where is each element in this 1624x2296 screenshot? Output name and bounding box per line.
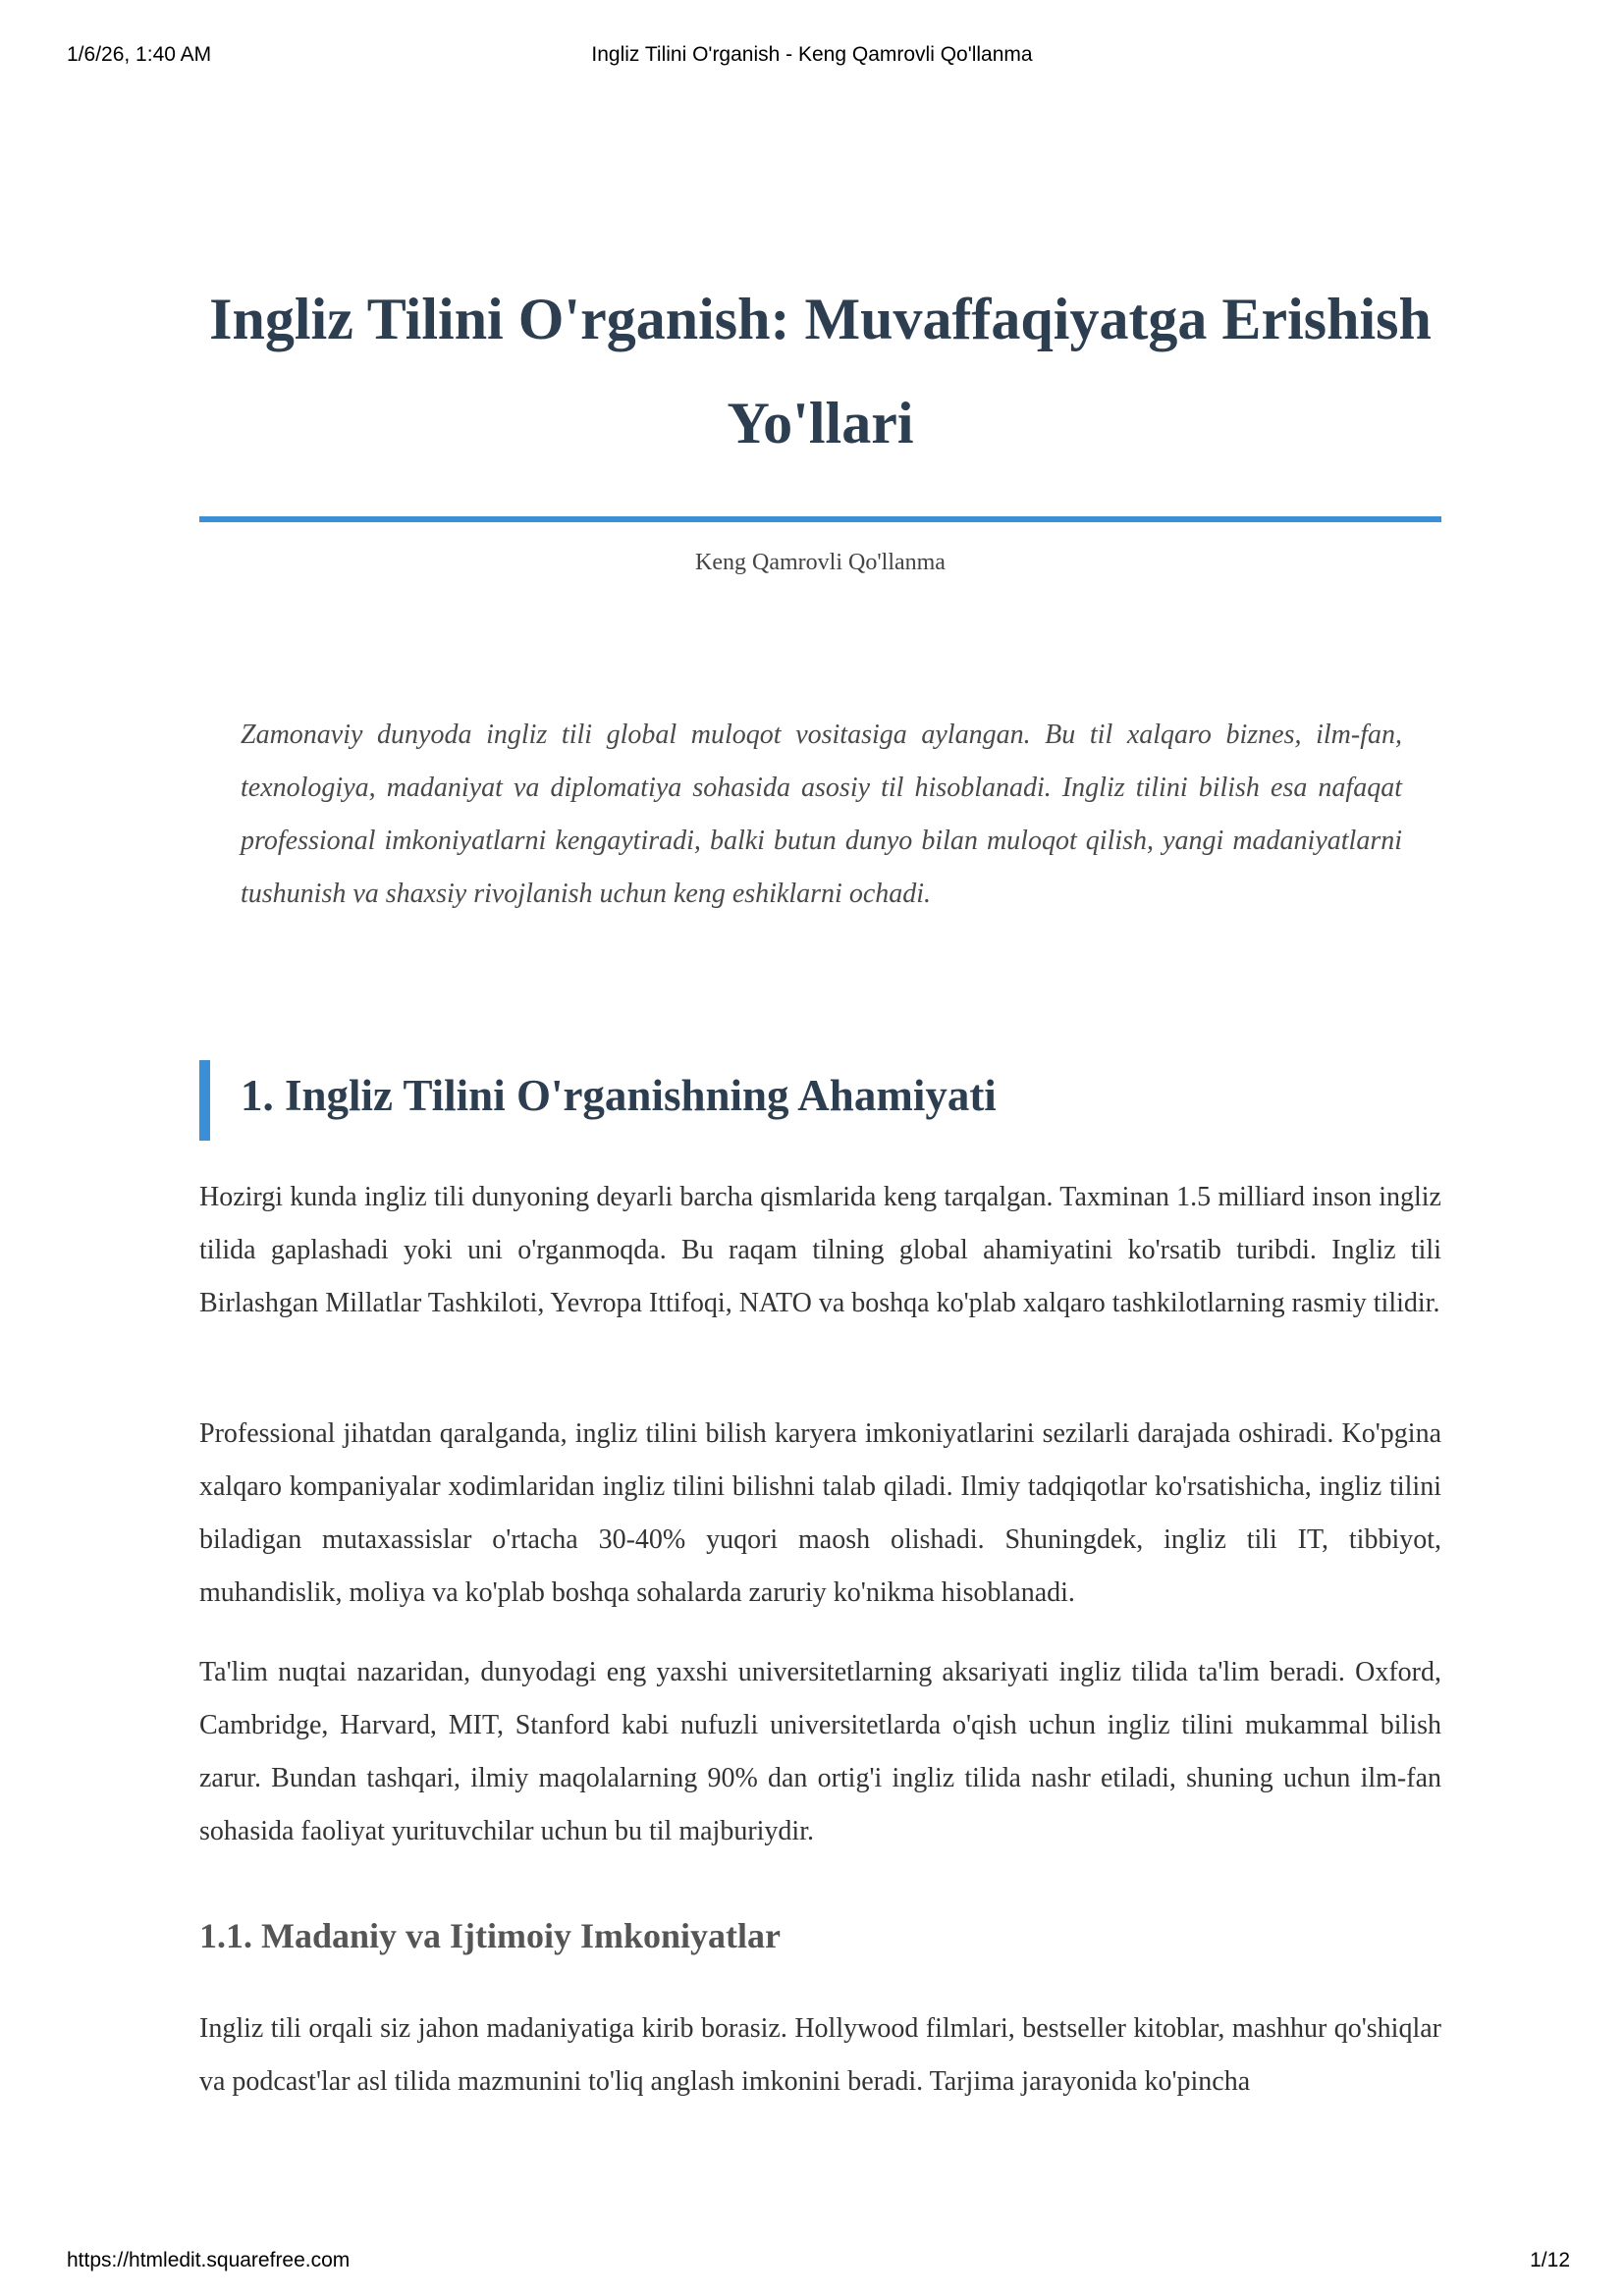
print-page-title: Ingliz Tilini O'rganish - Keng Qamrovli Qo'llanma: [591, 43, 1033, 66]
print-url: https://htmledit.squarefree.com: [67, 2249, 351, 2271]
print-page-number: 1/12: [1530, 2249, 1570, 2271]
section-accent-bar: [199, 1060, 210, 1141]
title-divider: [199, 516, 1441, 522]
section-1-title: 1. Ingliz Tilini O'rganishning Ahamiyati: [241, 1071, 997, 1120]
print-footer: [0, 2249, 1624, 2274]
print-header: [0, 43, 1624, 69]
section-1-paragraph-3: Ta'lim nuqtai nazaridan, dunyodagi eng yaxshi universitetlarning aksariyati ingliz tilida ta'lim beradi. Oxford, Cambridge, Harvard, MIT, Stanford kabi nufuzli universitetlarda o'qish uchun ingliz tilini mukammal bilish zarur. Bundan tashqari, ilmiy maqolalarning 90% dan ortig'i ingliz tilida nashr etiladi, shuning uchun ilm-fan sohasida faoliyat yurituvchilar uchun bu til majburiydir.: [199, 1657, 1441, 1846]
section-1-paragraph-2: Professional jihatdan qaralganda, ingliz tilini bilish karyera imkoniyatlarini sezilarli darajada oshiradi. Ko'pgina xalqaro kompaniyalar xodimlaridan ingliz tilini bilishni talab qiladi. Ilmiy tadqiqotlar ko'rsatishicha, ingliz tilini biladigan mutaxassislar o'rtacha 30-40% yuqori maosh olishadi. Shuningdek, ingliz tili IT, tibbiyot, muhandislik, moliya va ko'plab boshqa sohalarda zaruriy ko'nikma hisoblanadi.: [199, 1418, 1441, 1608]
document-subtitle: Keng Qamrovli Qo'llanma: [695, 550, 946, 575]
intro-paragraph: Zamonaviy dunyoda ingliz tili global muloqot vositasiga aylangan. Bu til xalqaro biznes, ilm-fan, texnologiya, madaniyat va diplomatiya sohasida asosiy til hisoblanadi. Ingliz tilini bilish esa nafaqat professional imkoniyatlarni kengaytiradi, balki butun dunyo bilan muloqot qilish, yangi madaniyatlarni tushunish va shaxsiy rivojlanish uchun keng eshiklarni ochadi.: [241, 720, 1402, 909]
section-1-paragraph-1: Hozirgi kunda ingliz tili dunyoning deyarli barcha qismlarida keng tarqalgan. Taxminan 1.5 milliard inson ingliz tilida gaplashadi yoki uni o'rganmoqda. Bu raqam tilning global ahamiyatini ko'rsatib turibdi. Ingliz tili Birlashgan Millatlar Tashkiloti, Yevropa Ittifoqi, NATO va boshqa ko'plab xalqaro tashkilotlarning rasmiy tilidir.: [199, 1182, 1441, 1318]
subsection-1-1-paragraph: Ingliz tili orqali siz jahon madaniyatiga kirib borasiz. Hollywood filmlari, bestseller kitoblar, mashhur qo'shiqlar va podcast'lar asl tilida mazmunini to'liq anglash imkonini beradi. Tarjima jarayonida ko'pincha: [199, 2013, 1441, 2097]
document-title: Ingliz Tilini O'rganish: Muvaffaqiyatga Erishish Yo'llari: [209, 287, 1432, 455]
print-datetime: 1/6/26, 1:40 AM: [67, 43, 212, 66]
section-1-heading: [199, 1060, 1441, 1141]
subsection-1-1-title: 1.1. Madaniy va Ijtimoiy Imkoniyatlar: [199, 1916, 782, 1955]
